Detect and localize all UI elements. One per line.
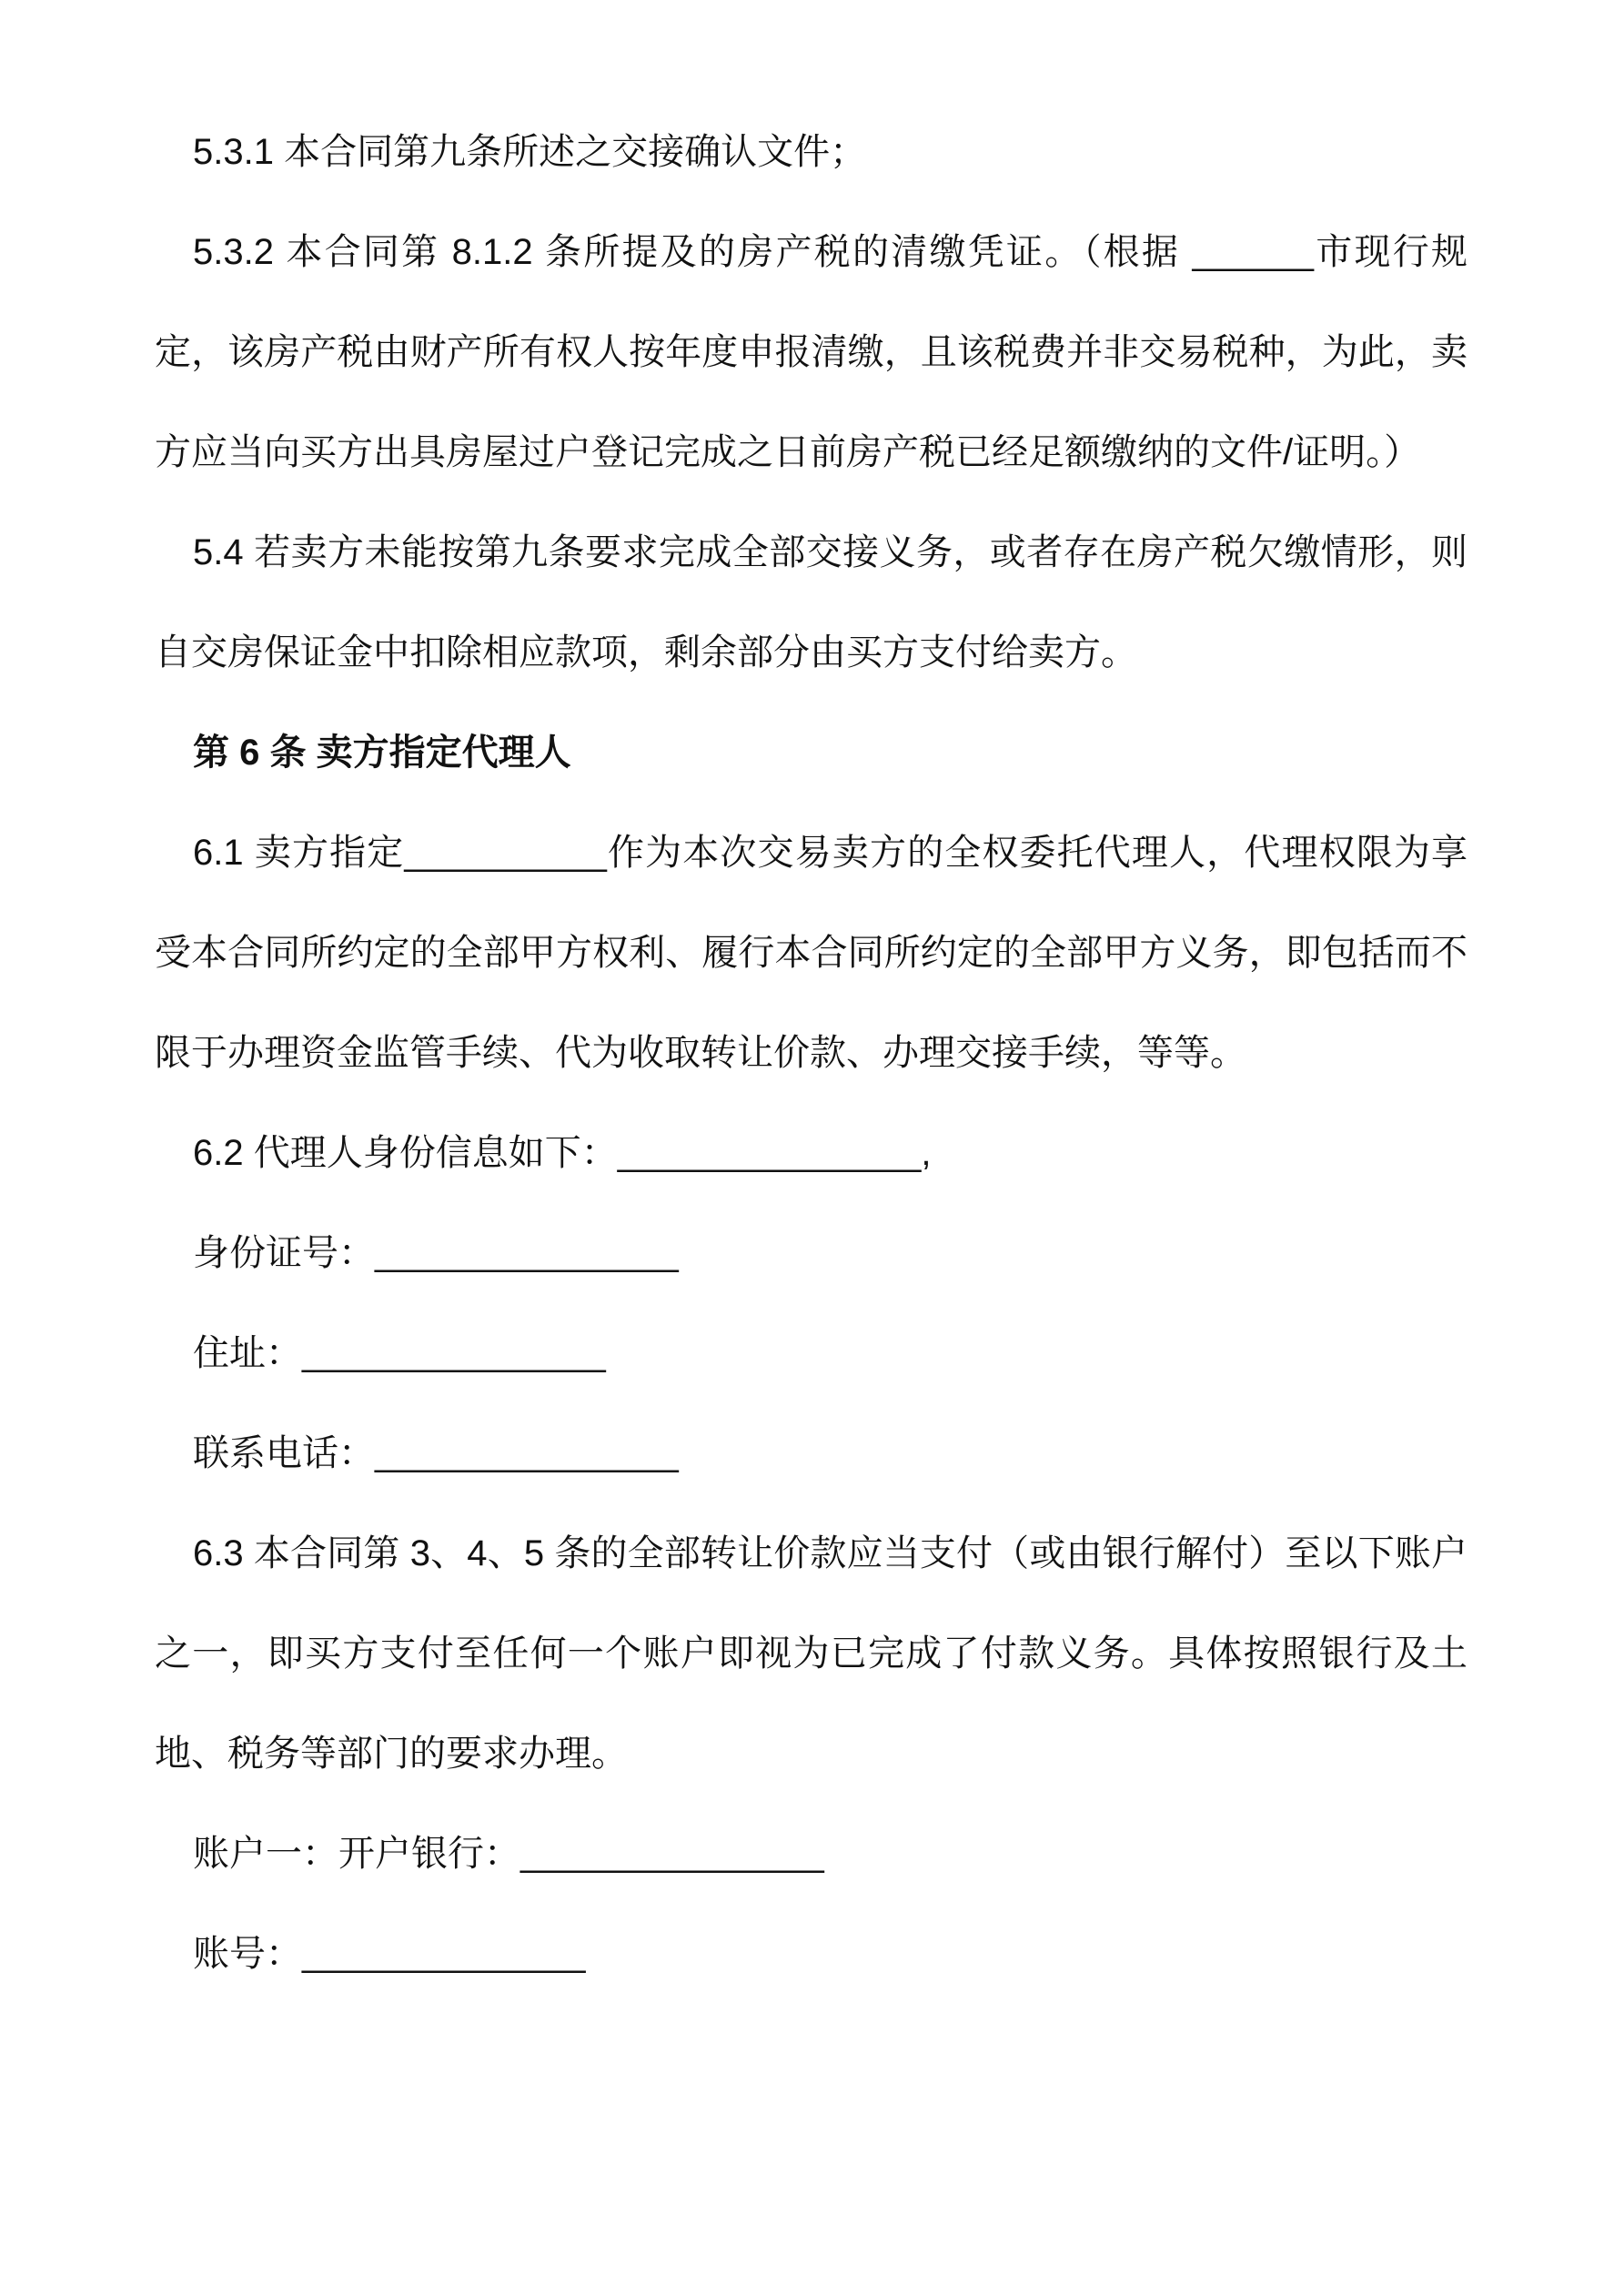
- clause-6-3: 6.3 本合同第 3、4、5 条的全部转让价款应当支付（或由银行解付）至以下账户之一，即买方支付至任何一个账户即视为已完成了付款义务。具体按照银行及土地、税务等部门的要求办理。: [155, 1533, 1468, 1774]
- field-address: 住址：_______________: [193, 1333, 606, 1373]
- field-id-number: 身份证号：_______________: [193, 1233, 679, 1273]
- clause-5-3-1: 5.3.1 本合同第九条所述之交接确认文件；: [193, 132, 867, 172]
- field-phone: 联系电话：_______________: [193, 1433, 679, 1473]
- clause-6-2: 6.2 代理人身份信息如下：_______________,: [193, 1133, 932, 1173]
- clause-6-1: 6.1 卖方指定__________作为本次交易卖方的全权委托代理人，代理权限为享受本合同所约定的全部甲方权利、履行本合同所约定的全部甲方义务，即包括而不限于办理资金监管手续、代为收取转让价款、办理交接手续，等等。: [155, 833, 1468, 1073]
- clause-5-4: 5.4 若卖方未能按第九条要求完成全部交接义务，或者存在房产税欠缴情形，则自交房保证金中扣除相应款项，剩余部分由买方支付给卖方。: [155, 532, 1468, 673]
- field-account-1-bank: 账户一：开户银行：_______________: [193, 1834, 824, 1874]
- clause-5-3-2: 5.3.2 本合同第 8.1.2 条所提及的房产税的清缴凭证。（根据 ______市现行规定，该房产税由财产所有权人按年度申报清缴，且该税费并非交易税种，为此，卖方应当向买方出具房屋过户登记完成之日前房产税已经足额缴纳的文件/证明。）: [155, 232, 1468, 472]
- field-account-1-number: 账号：______________: [193, 1934, 586, 1974]
- heading-article-6: 第 6 条 卖方指定代理人: [193, 733, 571, 773]
